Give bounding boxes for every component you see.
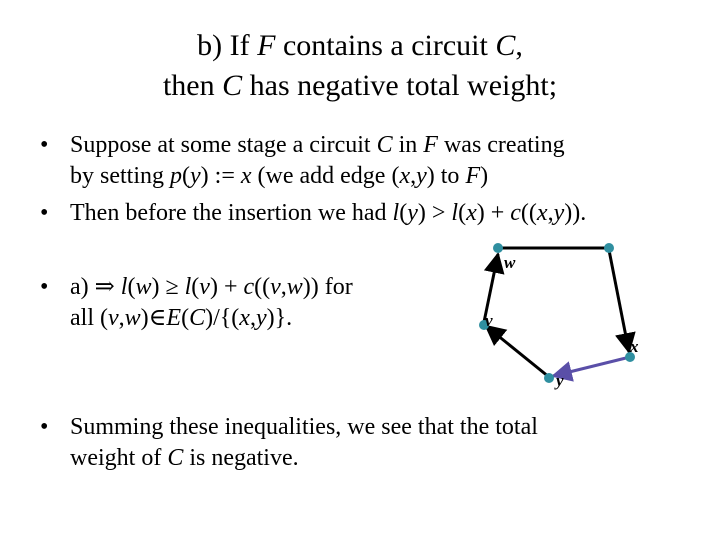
text-run: ((	[520, 200, 537, 226]
bullet-marker: •	[40, 200, 49, 226]
text-run: )	[480, 163, 489, 189]
math-variable: w	[286, 274, 303, 300]
text-run: (	[182, 163, 190, 189]
text-run: )}.	[266, 305, 293, 331]
text-run: ,	[547, 200, 554, 226]
text-run: ) +	[476, 200, 511, 226]
text-run: (	[127, 274, 136, 300]
text-run: ) ≥	[151, 274, 185, 300]
text-run: (we add edge (	[251, 163, 400, 189]
math-variable: y	[255, 305, 267, 331]
bullet-marker: •	[40, 274, 49, 300]
title-line-2: then C has negative total weight;	[162, 69, 558, 102]
math-variable: w	[124, 305, 141, 331]
node-w	[493, 243, 503, 253]
text-run: is negative.	[183, 445, 299, 471]
math-variable: x	[239, 305, 250, 331]
math-variable: v	[270, 274, 281, 300]
edge-top-x	[609, 250, 629, 352]
bullet-marker: •	[40, 132, 49, 158]
math-variable: x	[240, 163, 252, 189]
node-label-w: w	[504, 253, 516, 272]
text-run: (	[181, 305, 190, 331]
math-variable: l	[392, 200, 400, 226]
text-run: was creating	[437, 132, 565, 158]
text-run: ((	[254, 274, 271, 300]
text-run: )∈	[140, 305, 167, 331]
math-variable: C	[376, 132, 393, 158]
math-variable: C	[189, 305, 206, 331]
math-variable: x	[399, 163, 411, 189]
text-run: )/{(	[205, 305, 240, 331]
text-run: a) ⇒	[70, 274, 121, 300]
math-variable: y	[553, 200, 565, 226]
text-run: Then before the insertion we had	[70, 200, 393, 226]
math-variable: y	[407, 200, 418, 226]
title-line-1: b) If F contains a circuit C,	[197, 29, 523, 62]
text-run: Suppose at some stage a circuit	[70, 132, 377, 158]
text-run: (	[191, 274, 200, 300]
text-run: weight of	[70, 445, 168, 471]
text-run: ,	[280, 274, 287, 300]
math-variable: F	[423, 132, 438, 158]
text-run: ,	[410, 163, 417, 189]
text-run: )) for	[302, 274, 353, 300]
math-variable: y	[190, 163, 201, 189]
math-variable: x	[466, 200, 477, 226]
math-variable: v	[199, 274, 210, 300]
text-run: ) +	[209, 274, 244, 300]
text-run: Summing these inequalities, we see that the total	[70, 414, 538, 440]
text-run: ) to	[426, 163, 466, 189]
edge-y-v	[486, 326, 549, 377]
text-run: ) >	[417, 200, 452, 226]
text-run: in	[392, 132, 424, 158]
math-variable: x	[536, 200, 548, 226]
text-run: all (	[70, 305, 108, 331]
math-variable: l	[184, 274, 192, 300]
node-label-x: x	[630, 337, 639, 356]
math-variable: l	[451, 200, 459, 226]
node-label-y: y	[556, 371, 564, 390]
math-variable: F	[465, 163, 481, 189]
text-run: by setting	[70, 163, 170, 189]
math-variable: v	[107, 305, 119, 331]
math-variable: c	[243, 274, 255, 300]
math-variable: p	[170, 163, 182, 189]
text-run: ) :=	[200, 163, 241, 189]
text-run: )).	[564, 200, 587, 226]
math-variable: C	[167, 445, 184, 471]
node-label-v: v	[485, 311, 493, 330]
math-variable: c	[510, 200, 521, 226]
text-run: ,	[249, 305, 256, 331]
math-variable: l	[120, 274, 128, 300]
math-variable: E	[166, 305, 182, 331]
node-top-right	[604, 243, 614, 253]
text-run: ,	[118, 305, 125, 331]
edge-x-y	[553, 357, 630, 376]
math-variable: w	[135, 274, 152, 300]
text-run: (	[399, 200, 408, 226]
node-y	[544, 373, 554, 383]
bullet-marker: •	[40, 414, 49, 440]
text-run: (	[458, 200, 467, 226]
math-variable: y	[416, 163, 427, 189]
